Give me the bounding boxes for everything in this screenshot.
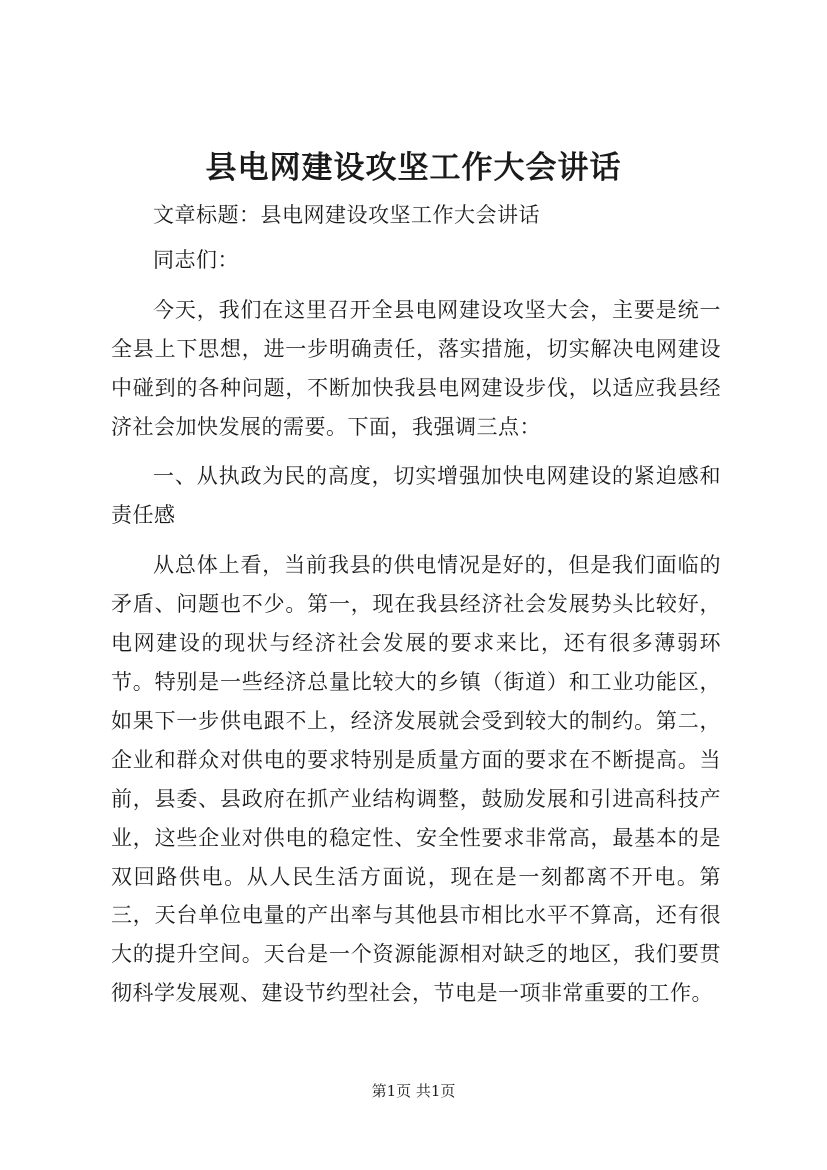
article-subtitle: 文章标题：县电网建设攻坚工作大会讲话 xyxy=(153,203,540,227)
salutation: 同志们： xyxy=(153,247,239,272)
paragraph-body: 从总体上看，当前我县的供电情况是好的，但是我们面临的矛盾、问题也不少。第一，现在我县经济社会发展势头比较好，电网建设的现状与经济社会发展的要求来比，还有很多薄弱环节。特别是一些经济总量比较大的乡镇（街道）和工业功能区，如果下一步供电跟不上，经济发展就会受到较大的制约。第二，企业和群众对供电的要求特别是质量方面的要求在不断提高。当前，县委、县政府在抓产业结构调整，鼓励发展和引进高科技产业，这些企业对供电的稳定性、安全性要求非常高，最基本的是双回路供电。从人民生活方面说，现在是一刻都离不开电。第三，天台单位电量的产出率与其他县市相比水平不算高，还有很大的提升空间。天台是一个资源能源相对缺乏的地区，我们要贯彻科学发展观、建设节约型社会，节电是一项非常重要的工作。 xyxy=(111,553,721,1006)
document-title: 县电网建设攻坚工作大会讲话 xyxy=(205,150,622,186)
paragraph-intro: 今天，我们在这里召开全县电网建设攻坚大会，主要是统一全县上下思想，进一步明确责任，落实措施，切实解决电网建设中碰到的各种问题，不断加快我县电网建设步伐，以适应我县经济社会加快发展的需要。下面，我强调三点： xyxy=(111,297,721,439)
section-heading-1: 一、从执政为民的高度，切实增强加快电网建设的紧迫感和责任感 xyxy=(111,464,721,528)
page-footer: 第1页 共1页 xyxy=(371,1082,456,1100)
document-body xyxy=(111,196,721,1024)
